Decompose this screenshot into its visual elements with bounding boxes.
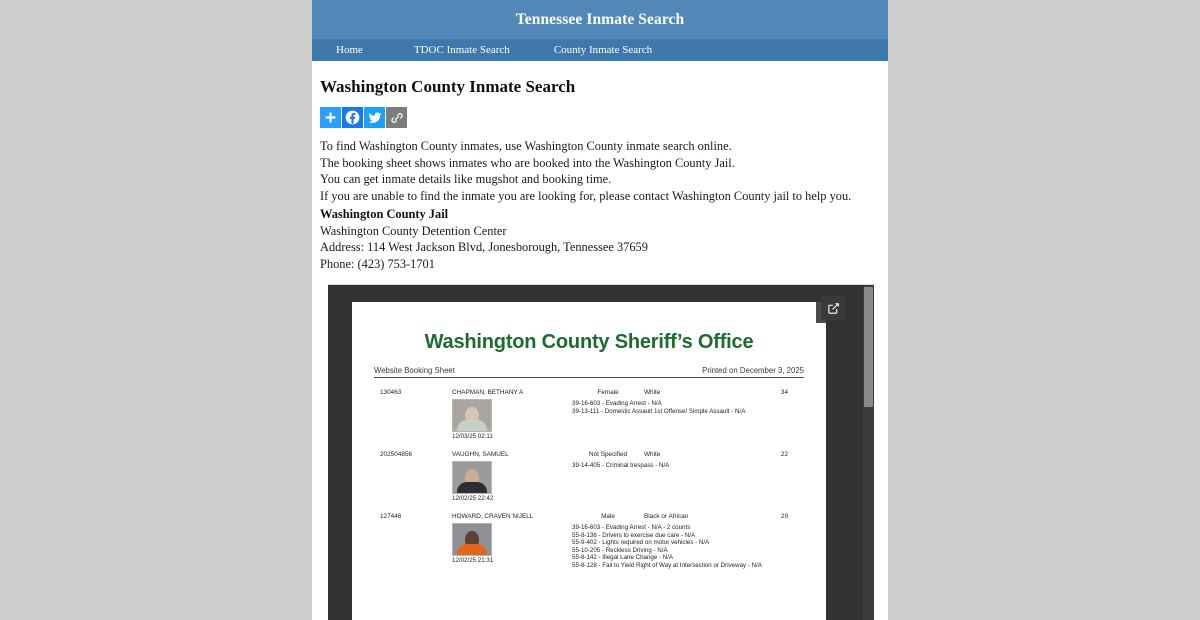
main-content bbox=[312, 61, 888, 620]
charge-item: 39-16-603 - Evading Arrest - N/A - 2 counts bbox=[572, 524, 691, 531]
inmate-race: White bbox=[644, 389, 661, 396]
charge-item: 55-8-128 - Fail to Yield Right of Way at Intersection or Driveway - N/A bbox=[572, 561, 762, 569]
site-title: Tennessee Inmate Search bbox=[515, 10, 685, 28]
booking-sheet bbox=[352, 302, 826, 620]
intro-line-3: You can get inmate details like mugshot and booking time. bbox=[320, 172, 612, 186]
facebook-share-button[interactable] bbox=[342, 107, 363, 128]
charge-item: 39-13-111 - Domestic Assault 1st Offense/ Simple Assault - N/A bbox=[572, 407, 746, 415]
inmate-age: 29 bbox=[780, 513, 788, 520]
inmate-record-body bbox=[374, 523, 804, 570]
inmate-record[interactable] bbox=[374, 389, 804, 440]
inmate-name: VAUGHN, SAMUEL bbox=[452, 451, 509, 458]
charge-item: 55-8-136 - Drivers to exercise due care - N/A bbox=[572, 531, 696, 539]
inmate-sex: Female bbox=[597, 389, 619, 396]
open-in-new-window-icon bbox=[827, 302, 840, 315]
charge-item: 55-8-142 - Illegal Lane Change - N/A bbox=[572, 554, 674, 562]
inmate-id: 202504856 bbox=[380, 451, 412, 458]
link-icon bbox=[390, 111, 404, 125]
page-title: Washington County Inmate Search bbox=[320, 77, 576, 96]
inmate-record-header bbox=[374, 513, 804, 520]
charge-list bbox=[572, 461, 804, 502]
charge-list bbox=[572, 523, 804, 570]
nav-item-county-inmate-search[interactable]: County Inmate Search bbox=[553, 44, 653, 56]
intro-line-1: To find Washington County inmates, use Washington County inmate search online. bbox=[320, 139, 732, 153]
jail-address: Address: 114 West Jackson Blvd, Jonesborough, Tennessee 37659 bbox=[320, 240, 648, 254]
sheet-printed-on: Printed on December 3, 2025 bbox=[702, 366, 804, 375]
jail-phone: Phone: (423) 753-1701 bbox=[320, 256, 435, 271]
charge-item: 39-16-603 - Evading Arrest - N/A bbox=[572, 400, 662, 407]
sheet-title: Washington County Sheriff’s Office bbox=[424, 331, 754, 353]
mugshot-torso bbox=[457, 420, 487, 431]
booking-time: 12/03/25 02:11 bbox=[452, 433, 493, 440]
plus-icon bbox=[324, 111, 337, 124]
charge-list bbox=[572, 399, 804, 440]
main-navigation bbox=[312, 39, 888, 61]
addthis-share-button[interactable] bbox=[320, 107, 341, 128]
inmate-record-header bbox=[374, 451, 804, 458]
sheet-subtitle: Website Booking Sheet bbox=[374, 366, 455, 375]
charge-item: 55-9-402 - Lights required on motor vehicles - N/A bbox=[572, 539, 710, 547]
inmate-sex: Male bbox=[601, 513, 615, 520]
charge-item: 39-14-405 - Criminal trespass - N/A bbox=[572, 462, 670, 469]
inmate-id: 127446 bbox=[380, 513, 402, 520]
share-button-row bbox=[320, 107, 888, 128]
inmate-race: Black or African bbox=[644, 513, 689, 520]
charge-item: 55-10-205 - Reckless Driving - N/A bbox=[572, 546, 668, 554]
pdf-viewer[interactable] bbox=[328, 284, 874, 620]
mugshot-block bbox=[374, 399, 572, 440]
jail-heading: Washington County Jail bbox=[320, 207, 449, 221]
jail-facility-name: Washington County Detention Center bbox=[320, 223, 507, 238]
inmate-record[interactable] bbox=[374, 513, 804, 570]
inmate-sex: Not Specified bbox=[588, 451, 627, 458]
facebook-icon bbox=[345, 110, 360, 125]
inmate-record[interactable] bbox=[374, 451, 804, 502]
inmate-name: CHAPMAN, BETHANY A bbox=[452, 389, 524, 396]
site-container bbox=[312, 0, 888, 620]
inmate-age: 34 bbox=[780, 389, 788, 396]
mugshot-image bbox=[452, 461, 492, 494]
inmate-id: 130463 bbox=[380, 389, 402, 396]
inmate-record-body bbox=[374, 461, 804, 502]
pdf-toolbar bbox=[816, 293, 850, 323]
pdf-scrollbar-thumb[interactable] bbox=[864, 287, 873, 407]
booking-time: 12/02/25 22:42 bbox=[452, 495, 494, 502]
twitter-icon bbox=[368, 111, 382, 125]
pdf-page bbox=[352, 302, 826, 620]
intro-line-2: The booking sheet shows inmates who are booked into the Washington County Jail. bbox=[320, 155, 735, 170]
twitter-share-button[interactable] bbox=[364, 107, 385, 128]
site-header bbox=[312, 0, 888, 39]
inmate-race: White bbox=[644, 451, 661, 458]
mugshot-image bbox=[452, 399, 492, 432]
pdf-scrollbar[interactable] bbox=[863, 285, 874, 620]
inmate-age: 22 bbox=[780, 451, 788, 458]
mugshot-block bbox=[374, 461, 572, 502]
inmate-record-header bbox=[374, 389, 804, 396]
mugshot-torso bbox=[457, 482, 487, 493]
inmate-record-body bbox=[374, 399, 804, 440]
intro-line-4: If you are unable to find the inmate you are looking for, please contact Washington County jail to help you. bbox=[320, 188, 852, 203]
booking-time: 12/02/25 21:31 bbox=[452, 557, 494, 564]
mugshot-block bbox=[374, 523, 572, 570]
open-in-new-window-button[interactable] bbox=[821, 296, 845, 320]
nav-item-home[interactable]: Home bbox=[336, 44, 363, 56]
inmate-name: HOWARD, CRAVEN NIJELL bbox=[452, 513, 534, 520]
copy-link-share-button[interactable] bbox=[386, 107, 407, 128]
nav-item-tdoc-inmate-search[interactable]: TDOC Inmate Search bbox=[413, 44, 510, 56]
mugshot-torso bbox=[457, 544, 487, 555]
mugshot-image bbox=[452, 523, 492, 556]
sheet-subheader bbox=[374, 366, 804, 378]
